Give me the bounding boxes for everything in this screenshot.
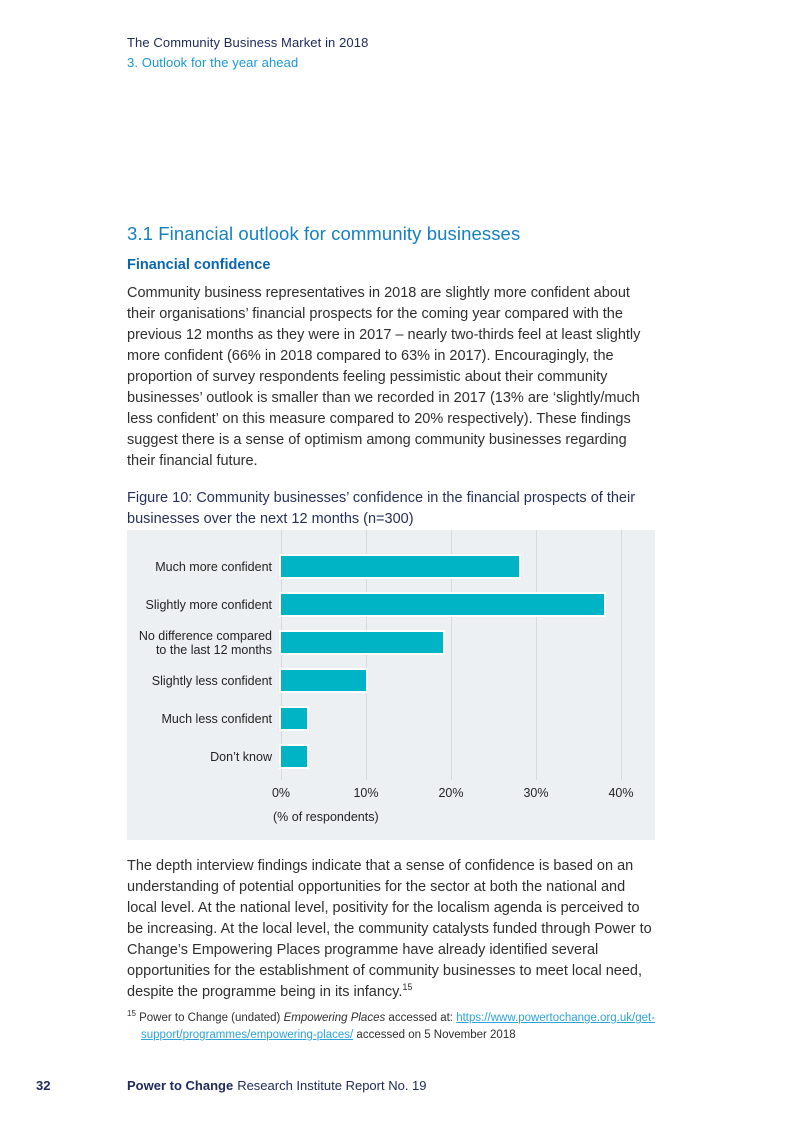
chart-row: [127, 548, 655, 585]
footnote-text-pre: Power to Change (undated): [135, 1012, 284, 1024]
bar: [281, 632, 443, 653]
figure-10-chart-panel: [127, 530, 655, 840]
bar-category-label: Don’t know: [210, 749, 272, 764]
bar-track: [281, 632, 655, 653]
footnote-text-post: accessed on 5 November 2018: [353, 1029, 516, 1041]
x-tick-label: 40%: [608, 786, 634, 800]
x-tick-label: 0%: [271, 786, 291, 800]
paragraph-depth-interviews: [127, 856, 658, 1003]
page-content: [127, 222, 658, 1003]
x-axis-title: (% of respondents): [273, 810, 379, 824]
figure-caption: Figure 10: Community businesses’ confidence in the financial prospects of their businesses over the next 12 months (n=300): [127, 490, 636, 527]
bar: [281, 556, 519, 577]
footer-report-title: [127, 1078, 427, 1093]
bar: [281, 594, 604, 615]
footnote-link[interactable]: https://www.powertochange.org.uk/get-support/programmes/empowering-places/: [141, 1012, 656, 1041]
paragraph-financial-confidence: Community business representatives in 2018 are slightly more confident about their organisations’ financial prospects for the coming year compared with the previous 12 months as they were in 2017 – nearly two-thirds feel at least slightly more confident (66% in 2018 compared to 63% in 2017). Encouragingly, the proportion of survey respondents feeling pessimistic about their community businesses’ outlook is smaller than we recorded in 2017 (13% are ‘slightly/much less confident’ on this measure compared to 20% respectively). These findings suggest there is a sense of optimism among community businesses regarding their financial future.: [127, 285, 641, 469]
bar-chart: [127, 548, 655, 775]
page-header: [127, 33, 368, 73]
footnote-work-title: Empowering Places: [283, 1012, 386, 1024]
paragraph-depth-interviews-text: The depth interview findings indicate that a sense of confidence is based on an understanding of potential opportunities for the sector at both the national and local level. At the national level, positivity for the localism agenda is perceived to be increasing. At the local level, the community catalysts funded through Power to Change’s Empowering Places programme have already identified several opportunities for the establishment of community businesses to meet local need, despite the programme being in its infancy.: [127, 858, 652, 1000]
bar-category-label: No difference compared to the last 12 months: [138, 628, 272, 657]
bar-track: [281, 708, 655, 729]
section-title: 3.1 Financial outlook for community businesses: [127, 223, 521, 244]
bar: [281, 670, 366, 691]
footer-report-name: Research Institute Report No. 19: [237, 1078, 427, 1093]
chart-row: [127, 586, 655, 623]
chart-row: [127, 662, 655, 699]
chart-rows: [127, 548, 655, 775]
bar: [281, 746, 307, 767]
footnote-reference-15: 15: [402, 982, 413, 993]
chart-row: [127, 700, 655, 737]
chart-row: [127, 738, 655, 775]
chart-row: [127, 624, 655, 661]
bar: [281, 708, 307, 729]
bar-category-label: Much less confident: [161, 711, 272, 726]
bar-category-label: Much more confident: [155, 559, 272, 574]
page-number: 32: [36, 1078, 51, 1093]
bar-track: [281, 670, 655, 691]
document-title: The Community Business Market in 2018: [127, 35, 369, 50]
footer-publisher: Power to Change: [127, 1078, 234, 1093]
chart-axis: [271, 786, 655, 802]
x-tick-label: 30%: [523, 786, 549, 800]
section-breadcrumb: 3. Outlook for the year ahead: [127, 55, 299, 70]
subsection-heading: Financial confidence: [127, 257, 271, 273]
bar-track: [281, 746, 655, 767]
bar-category-label: Slightly more confident: [145, 597, 272, 612]
footnote-marker: 15: [127, 1009, 136, 1019]
x-tick-label: 10%: [353, 786, 379, 800]
bar-track: [281, 594, 655, 615]
bar-category-label: Slightly less confident: [151, 673, 272, 688]
x-tick-label: 20%: [438, 786, 464, 800]
footnote-15: [127, 1010, 657, 1044]
bar-track: [281, 556, 655, 577]
footnote-text-mid: accessed at:: [385, 1012, 457, 1024]
